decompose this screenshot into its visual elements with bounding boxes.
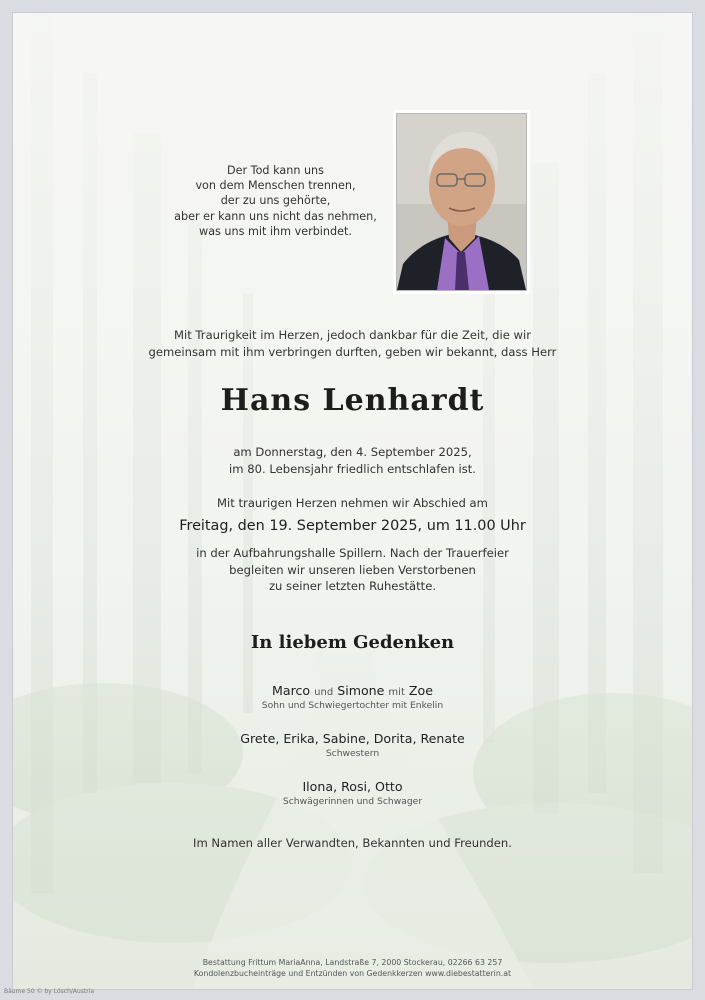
memorial-quote <box>163 163 388 239</box>
obituary-card <box>12 12 693 990</box>
death-line: am Donnerstag, den 4. September 2025, <box>233 445 472 459</box>
mourner-group <box>13 779 692 807</box>
portrait-photo <box>396 113 527 291</box>
intro-line: gemeinsam mit ihm verbringen durften, geben wir bekannt, dass Herr <box>148 345 557 359</box>
quote-line: der zu uns gehörte, <box>220 194 331 208</box>
mourner-names: Ilona, Rosi, Otto <box>302 779 403 794</box>
deceased-name: Hans Lenhardt <box>220 383 485 418</box>
mourner-group <box>13 683 692 711</box>
quote-line: was uns mit ihm verbindet. <box>199 224 352 238</box>
portrait-image <box>397 114 526 290</box>
mourner-name: Marco <box>272 683 311 698</box>
mourner-names <box>13 683 692 698</box>
place-line: begleiten wir unseren lieben Verstorbenen <box>229 562 476 577</box>
mourner-relation: Schwestern <box>325 748 380 759</box>
quote-line: Der Tod kann uns <box>227 164 324 177</box>
mourner-group <box>13 731 692 759</box>
place-line: in der Aufbahrungshalle Spillern. Nach der Trauerfeier <box>196 546 509 560</box>
mourner-name: Zoe <box>408 683 433 698</box>
mourner-relation: Schwägerinnen und Schwager <box>282 796 423 807</box>
footer-website: Kondolenzbucheinträge und Entzünden von Gedenkkerzen www.diebestatterin.at <box>193 969 512 978</box>
death-line: im 80. Lebensjahr friedlich entschlafen ist. <box>229 462 476 476</box>
intro-line: Mit Traurigkeit im Herzen, jedoch dankbar für die Zeit, die wir <box>173 328 532 342</box>
conjunction: und <box>314 687 334 698</box>
obituary-content <box>13 13 692 989</box>
intro-text <box>13 327 692 361</box>
mourner-relation: Sohn und Schwiegertochter mit Enkelin <box>261 700 444 711</box>
footer-address: Bestattung Frittum MariaAnna, Landstraße 7, 2000 Stockerau, 02266 63 257 <box>202 958 503 967</box>
mourner-names: Grete, Erika, Sabine, Dorita, Renate <box>240 731 465 746</box>
image-copyright: Bäume 50 © by Lösch/Austria <box>4 988 95 995</box>
ceremony-date: Freitag, den 19. September 2025, um 11.00 Uhr <box>179 518 526 534</box>
ceremony-place <box>13 545 692 595</box>
closing-text: Im Namen aller Verwandten, Bekannten und Freunden. <box>193 836 512 850</box>
quote-line: aber er kann uns nicht das nehmen, <box>174 209 377 223</box>
conjunction: mit <box>388 687 405 698</box>
funeral-home-footer <box>13 957 692 979</box>
farewell-text: Mit traurigen Herzen nehmen wir Abschied am <box>217 496 488 510</box>
memory-heading: In liebem Gedenken <box>250 632 455 653</box>
death-notice <box>13 444 692 478</box>
mourner-name: Simone <box>337 683 385 698</box>
quote-line: von dem Menschen trennen, <box>195 179 356 193</box>
place-line: zu seiner letzten Ruhestätte. <box>268 579 437 593</box>
